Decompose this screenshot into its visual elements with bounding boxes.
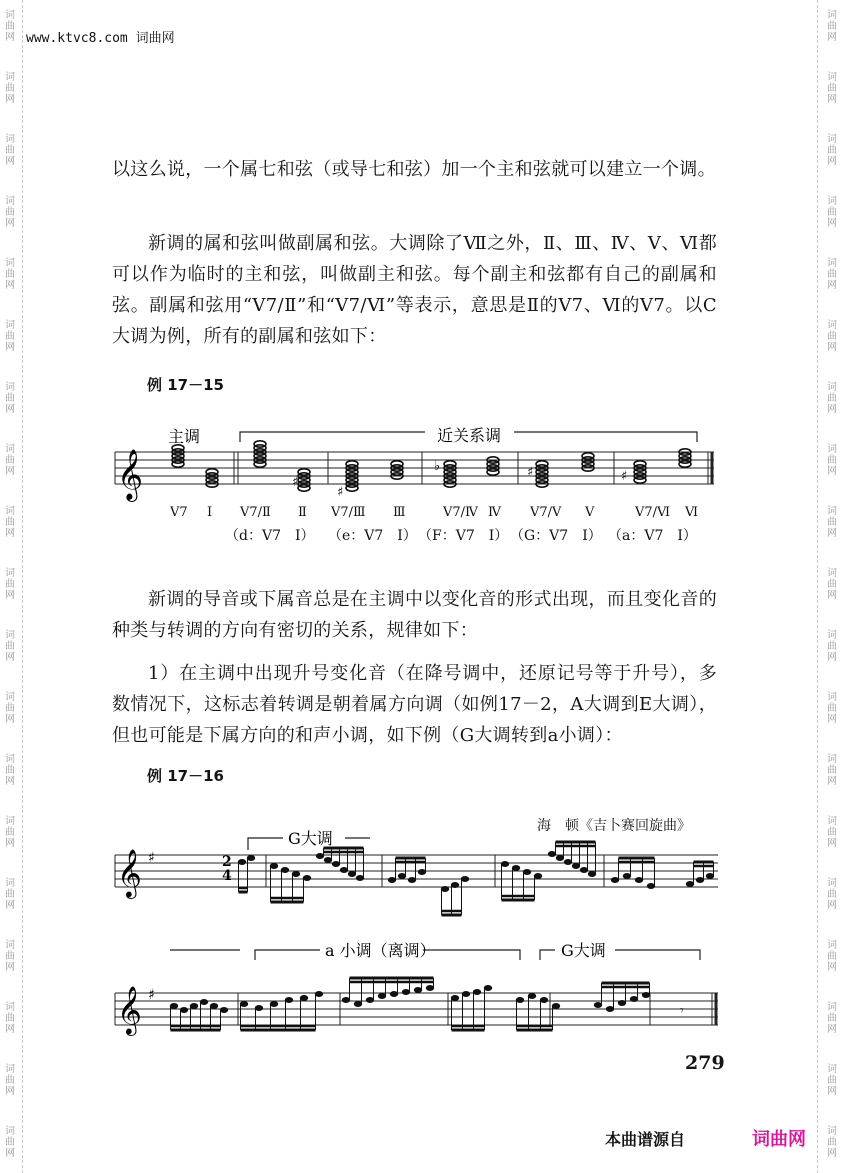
watermark-glyph-stack: 词 曲 网 <box>827 382 837 415</box>
note-head <box>356 875 364 881</box>
example-17-16-label: 例 17－16 <box>147 767 224 785</box>
watermark-glyph-stack: 词 曲 网 <box>827 1064 837 1097</box>
note-run <box>441 876 469 915</box>
note-head <box>580 867 588 873</box>
watermark-glyph-stack: 词 曲 网 <box>5 506 15 539</box>
note-head <box>270 1001 278 1007</box>
note-head <box>451 995 459 1001</box>
treble-clef-icon: 𝄞 <box>117 449 144 500</box>
paragraph-4: 1）在主调中出现升号变化音（在降号调中，还原记号等于升号），多数情况下，这标志着转调是朝着属方向调（如例17－2，A大调到E大调），但也可能是下属方向的和声小调，如下例（G大调转到a小调）： <box>112 663 717 746</box>
note-head <box>324 857 332 863</box>
note-head <box>647 883 655 889</box>
note-head <box>451 882 459 888</box>
key-label: （d：V7 Ⅰ） <box>225 528 315 544</box>
note-head <box>316 853 324 859</box>
key-label: （a：V7 Ⅰ） <box>608 528 697 544</box>
note-head <box>534 873 542 879</box>
note-head <box>238 859 246 865</box>
roman-numeral: Ⅴ <box>585 505 595 520</box>
roman-numeral: V7/Ⅳ <box>443 505 479 520</box>
key-signature-sharp-icon: ♯ <box>148 987 155 1003</box>
watermark-glyph-stack: 词 曲 网 <box>5 320 15 353</box>
bracket-main-key: 主调 <box>168 427 201 446</box>
note-head <box>618 1000 626 1006</box>
note-head <box>388 877 396 883</box>
note-head <box>281 867 289 873</box>
roman-numeral: V7/Ⅱ <box>240 505 271 520</box>
roman-numeral: Ⅵ <box>685 505 699 520</box>
note-head <box>398 873 406 879</box>
note-head <box>332 861 340 867</box>
note-run <box>238 855 255 892</box>
note-head <box>366 997 374 1003</box>
site-url-header: www.ktvc8.com 词曲网 <box>26 31 175 46</box>
note-head <box>594 1002 602 1008</box>
watermark-glyph-stack: 词 曲 网 <box>5 1126 15 1159</box>
footer-source-text: 本曲谱源自 <box>605 1130 686 1149</box>
note-head <box>706 873 714 879</box>
note-head <box>180 1007 188 1013</box>
note-head <box>190 1003 198 1009</box>
example-17-15-label: 例 17－15 <box>147 376 224 394</box>
watermark-glyph-stack: 词 曲 网 <box>827 1002 837 1035</box>
note-head <box>426 985 434 991</box>
watermark-glyph-stack: 词 曲 网 <box>827 816 837 849</box>
note-run <box>316 848 364 881</box>
note-head <box>630 996 638 1002</box>
note-head <box>606 1006 614 1012</box>
watermark-glyph-stack: 词 曲 网 <box>827 878 837 911</box>
watermark-glyph-stack: 词 曲 网 <box>5 568 15 601</box>
roman-numeral: Ⅲ <box>393 505 406 520</box>
note-head <box>200 999 208 1005</box>
note-head <box>473 989 481 995</box>
note-head <box>240 1001 248 1007</box>
note-run <box>170 999 228 1030</box>
note-head <box>623 873 631 879</box>
note-head <box>501 861 509 867</box>
composer-credit: 海 顿《吉卜赛回旋曲》 <box>537 818 691 834</box>
watermark-glyph-stack: 词 曲 网 <box>827 692 837 725</box>
note-head <box>516 997 524 1003</box>
note-head <box>528 993 536 999</box>
watermark-glyph-stack: 词 曲 网 <box>5 878 15 911</box>
time-signature-bottom: 4 <box>222 868 232 884</box>
note-head <box>548 851 556 857</box>
note-run <box>240 991 323 1030</box>
roman-numeral: V7/Ⅵ <box>635 505 671 520</box>
watermark-glyph-stack: 词 曲 网 <box>827 568 837 601</box>
roman-numeral: Ⅱ <box>298 505 307 520</box>
watermark-glyph-stack: 词 曲 网 <box>5 444 15 477</box>
sharp-icon: ♯ <box>621 469 628 484</box>
rest-icon: 𝄾 <box>680 1003 684 1019</box>
watermark-glyph-stack: 词 曲 网 <box>827 196 837 229</box>
note-head <box>210 1003 218 1009</box>
watermark-glyph-stack: 词 曲 网 <box>827 134 837 167</box>
paragraph-2: 新调的属和弦叫做副属和弦。大调除了Ⅶ之外，Ⅱ、Ⅲ、Ⅳ、Ⅴ、Ⅵ都可以作为临时的主和弦，叫做副主和弦。每个副主和弦都有自己的副属和弦。副属和弦用“V7/Ⅱ”和“V7/Ⅵ”等表示，意思是Ⅱ的V7、Ⅵ的V7。以C大调为例，所有的副属和弦如下： <box>112 233 717 347</box>
note-head <box>285 997 293 1003</box>
watermark-glyph-stack: 词 曲 网 <box>5 258 15 291</box>
watermark-glyph-stack: 词 曲 网 <box>5 630 15 663</box>
paragraph-1: 以这么说，一个属七和弦（或导七和弦）加一个主和弦就可以建立一个调。 <box>112 159 716 180</box>
watermark-glyph-stack: 词 曲 网 <box>827 940 837 973</box>
note-head <box>564 859 572 865</box>
note-head <box>461 876 469 882</box>
watermark-glyph-stack: 词 曲 网 <box>827 72 837 105</box>
note-head <box>540 997 548 1003</box>
key-label: （F：V7 Ⅰ） <box>418 528 509 544</box>
note-head <box>340 867 348 873</box>
sharp-icon: ♯ <box>337 485 344 500</box>
roman-numeral: Ⅰ <box>207 505 213 520</box>
note-head <box>300 995 308 1001</box>
watermark-glyph-stack: 词 曲 网 <box>5 1064 15 1097</box>
note-head <box>247 855 255 861</box>
note-head <box>418 869 426 875</box>
note-head <box>635 877 643 883</box>
note-run <box>501 861 542 900</box>
note-head <box>255 1005 263 1011</box>
note-head <box>354 1001 362 1007</box>
note-head <box>696 877 704 883</box>
key-label: （e：V7 Ⅰ） <box>328 528 417 544</box>
watermark-glyph-stack: 词 曲 网 <box>827 320 837 353</box>
note-run <box>451 985 492 1030</box>
note-head <box>348 871 356 877</box>
bracket-g-major-1: G大调 <box>288 829 333 848</box>
note-head <box>292 871 300 877</box>
note-head <box>552 1003 560 1009</box>
bracket-g-major-2: G大调 <box>561 941 606 960</box>
note-head <box>220 1007 228 1013</box>
roman-numeral: Ⅳ <box>488 505 501 520</box>
note-head <box>441 886 449 892</box>
roman-numeral: V7/Ⅴ <box>530 505 562 520</box>
paragraph-3: 新调的导音或下属音总是在主调中以变化音的形式出现，而且变化音的种类与转调的方向有密切的关系，规律如下： <box>112 589 717 641</box>
note-head <box>484 985 492 991</box>
note-head <box>378 993 386 999</box>
note-head <box>523 869 531 875</box>
note-run <box>594 983 650 1012</box>
note-head <box>408 877 416 883</box>
watermark-glyph-stack: 词 曲 网 <box>827 630 837 663</box>
watermark-glyph-stack: 词 曲 网 <box>5 72 15 105</box>
page-number: 279 <box>685 1052 725 1074</box>
sharp-icon: ♯ <box>292 475 299 490</box>
watermark-glyph-stack: 词 曲 网 <box>827 1126 837 1159</box>
footer-brand-link[interactable]: 词曲网 <box>752 1129 806 1150</box>
note-head <box>611 877 619 883</box>
note-head <box>170 1003 178 1009</box>
note-run <box>270 863 311 902</box>
flat-icon: ♭ <box>434 459 441 474</box>
note-run <box>548 842 596 877</box>
note-head <box>342 997 350 1003</box>
watermark-glyph-stack: 词 曲 网 <box>827 506 837 539</box>
note-head <box>572 863 580 869</box>
note-head <box>686 881 694 887</box>
note-head <box>414 987 422 993</box>
note-head <box>402 989 410 995</box>
watermark-glyph-stack: 词 曲 网 <box>5 382 15 415</box>
note-head <box>512 865 520 871</box>
time-signature-top: 2 <box>222 854 232 870</box>
watermark-glyph-stack: 词 曲 网 <box>5 692 15 725</box>
watermark-glyph-stack: 词 曲 网 <box>5 10 15 43</box>
watermark-glyph-stack: 词 曲 网 <box>5 1002 15 1035</box>
watermark-glyph-stack: 词 曲 网 <box>5 754 15 787</box>
note-run <box>686 862 714 887</box>
watermark-glyph-stack: 词 曲 网 <box>827 444 837 477</box>
note-head <box>556 855 564 861</box>
watermark-glyph-stack: 词 曲 网 <box>827 10 837 43</box>
roman-numeral: V7 <box>170 505 188 520</box>
watermark-glyph-stack: 词 曲 网 <box>5 134 15 167</box>
roman-numeral: V7/Ⅲ <box>331 505 366 520</box>
treble-clef-icon: 𝄞 <box>117 985 142 1034</box>
sharp-icon: ♯ <box>527 465 534 480</box>
key-label: （G：V7 Ⅰ） <box>510 528 602 544</box>
watermark-glyph-stack: 词 曲 网 <box>5 940 15 973</box>
watermark-glyph-stack: 词 曲 网 <box>827 754 837 787</box>
note-head <box>642 992 650 998</box>
key-signature-sharp-icon: ♯ <box>148 850 155 866</box>
note-head <box>315 991 323 997</box>
note-run <box>516 993 560 1030</box>
note-head <box>588 871 596 877</box>
watermark-glyph-stack: 词 曲 网 <box>5 196 15 229</box>
watermark-glyph-stack: 词 曲 网 <box>5 816 15 849</box>
watermark-glyph-stack: 词 曲 网 <box>827 258 837 291</box>
note-head <box>390 991 398 997</box>
bracket-a-minor: a 小调（离调） <box>325 941 436 960</box>
note-head <box>303 875 311 881</box>
bracket-near-keys: 近关系调 <box>437 426 502 445</box>
note-head <box>462 991 470 997</box>
note-head <box>270 863 278 869</box>
treble-clef-icon: 𝄞 <box>117 848 142 897</box>
